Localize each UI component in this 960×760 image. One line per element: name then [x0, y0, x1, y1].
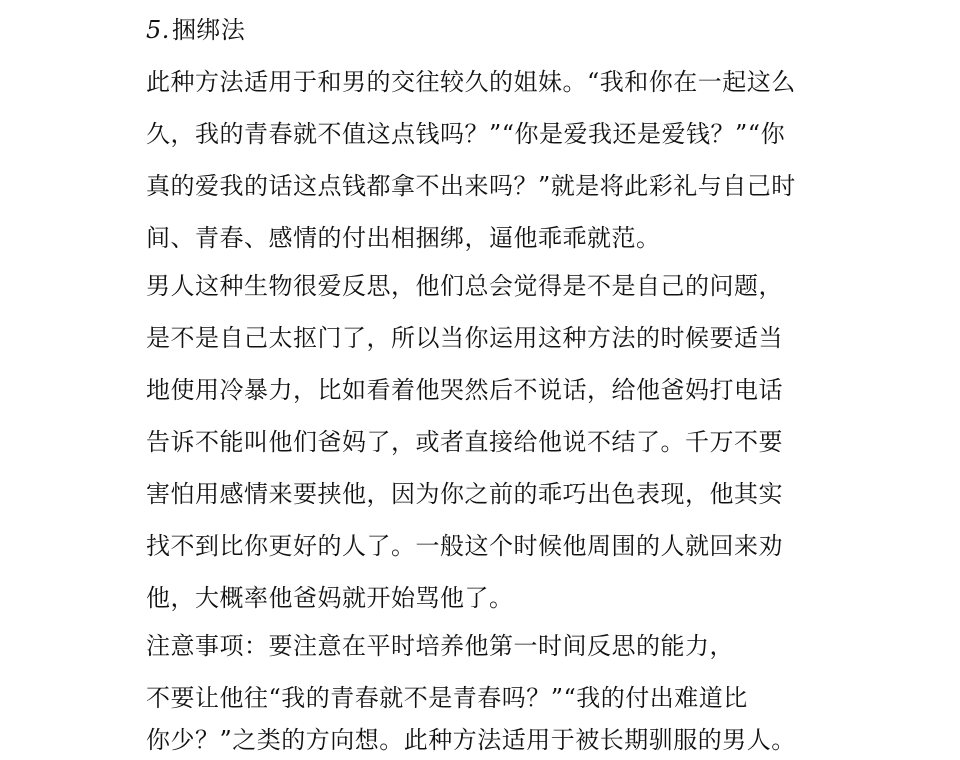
paragraph-line: 地使用冷暴力，比如看着他哭然后不说话，给他爸妈打电话: [146, 376, 783, 404]
paragraph-line: 久，我的青春就不值这点钱吗？”“你是爱我还是爱钱？”“你: [146, 120, 786, 148]
paragraph-line: 此种方法适用于和男的交往较久的姐妹。“我和你在一起这么: [146, 68, 796, 96]
paragraph-line: 真的爱我的话这点钱都拿不出来吗？”就是将此彩礼与自己时: [146, 172, 796, 200]
paragraph-line: 间、青春、感情的付出相捆绑，逼他乖乖就范。: [146, 224, 661, 252]
section-number: 5.: [146, 16, 170, 44]
note-line: 注意事项：要注意在平时培养他第一时间反思的能力，: [146, 632, 734, 660]
note-line: 不要让他往“我的青春就不是青春吗？”“我的付出难道比: [146, 684, 748, 712]
paragraph-line: 男人这种生物很爱反思，他们总会觉得是不是自己的问题，: [146, 272, 783, 300]
paragraph-line: 害怕用感情来要挟他，因为你之前的乖巧出色表现，他其实: [146, 480, 783, 508]
paragraph-line: 告诉不能叫他们爸妈了，或者直接给他说不结了。千万不要: [146, 428, 783, 456]
note-line: 你少？”之类的方向想。此种方法适用于被长期驯服的男人。: [146, 726, 796, 754]
section-heading: [146, 14, 245, 46]
section-title: 捆绑法: [171, 16, 246, 44]
paragraph-line: 是不是自己太抠门了，所以当你运用这种方法的时候要适当: [146, 324, 783, 352]
paragraph-line: 找不到比你更好的人了。一般这个时候他周围的人就回来劝: [146, 532, 783, 560]
document-page: [146, 0, 946, 760]
paragraph-line: 他，大概率他爸妈就开始骂他了。: [146, 584, 514, 612]
